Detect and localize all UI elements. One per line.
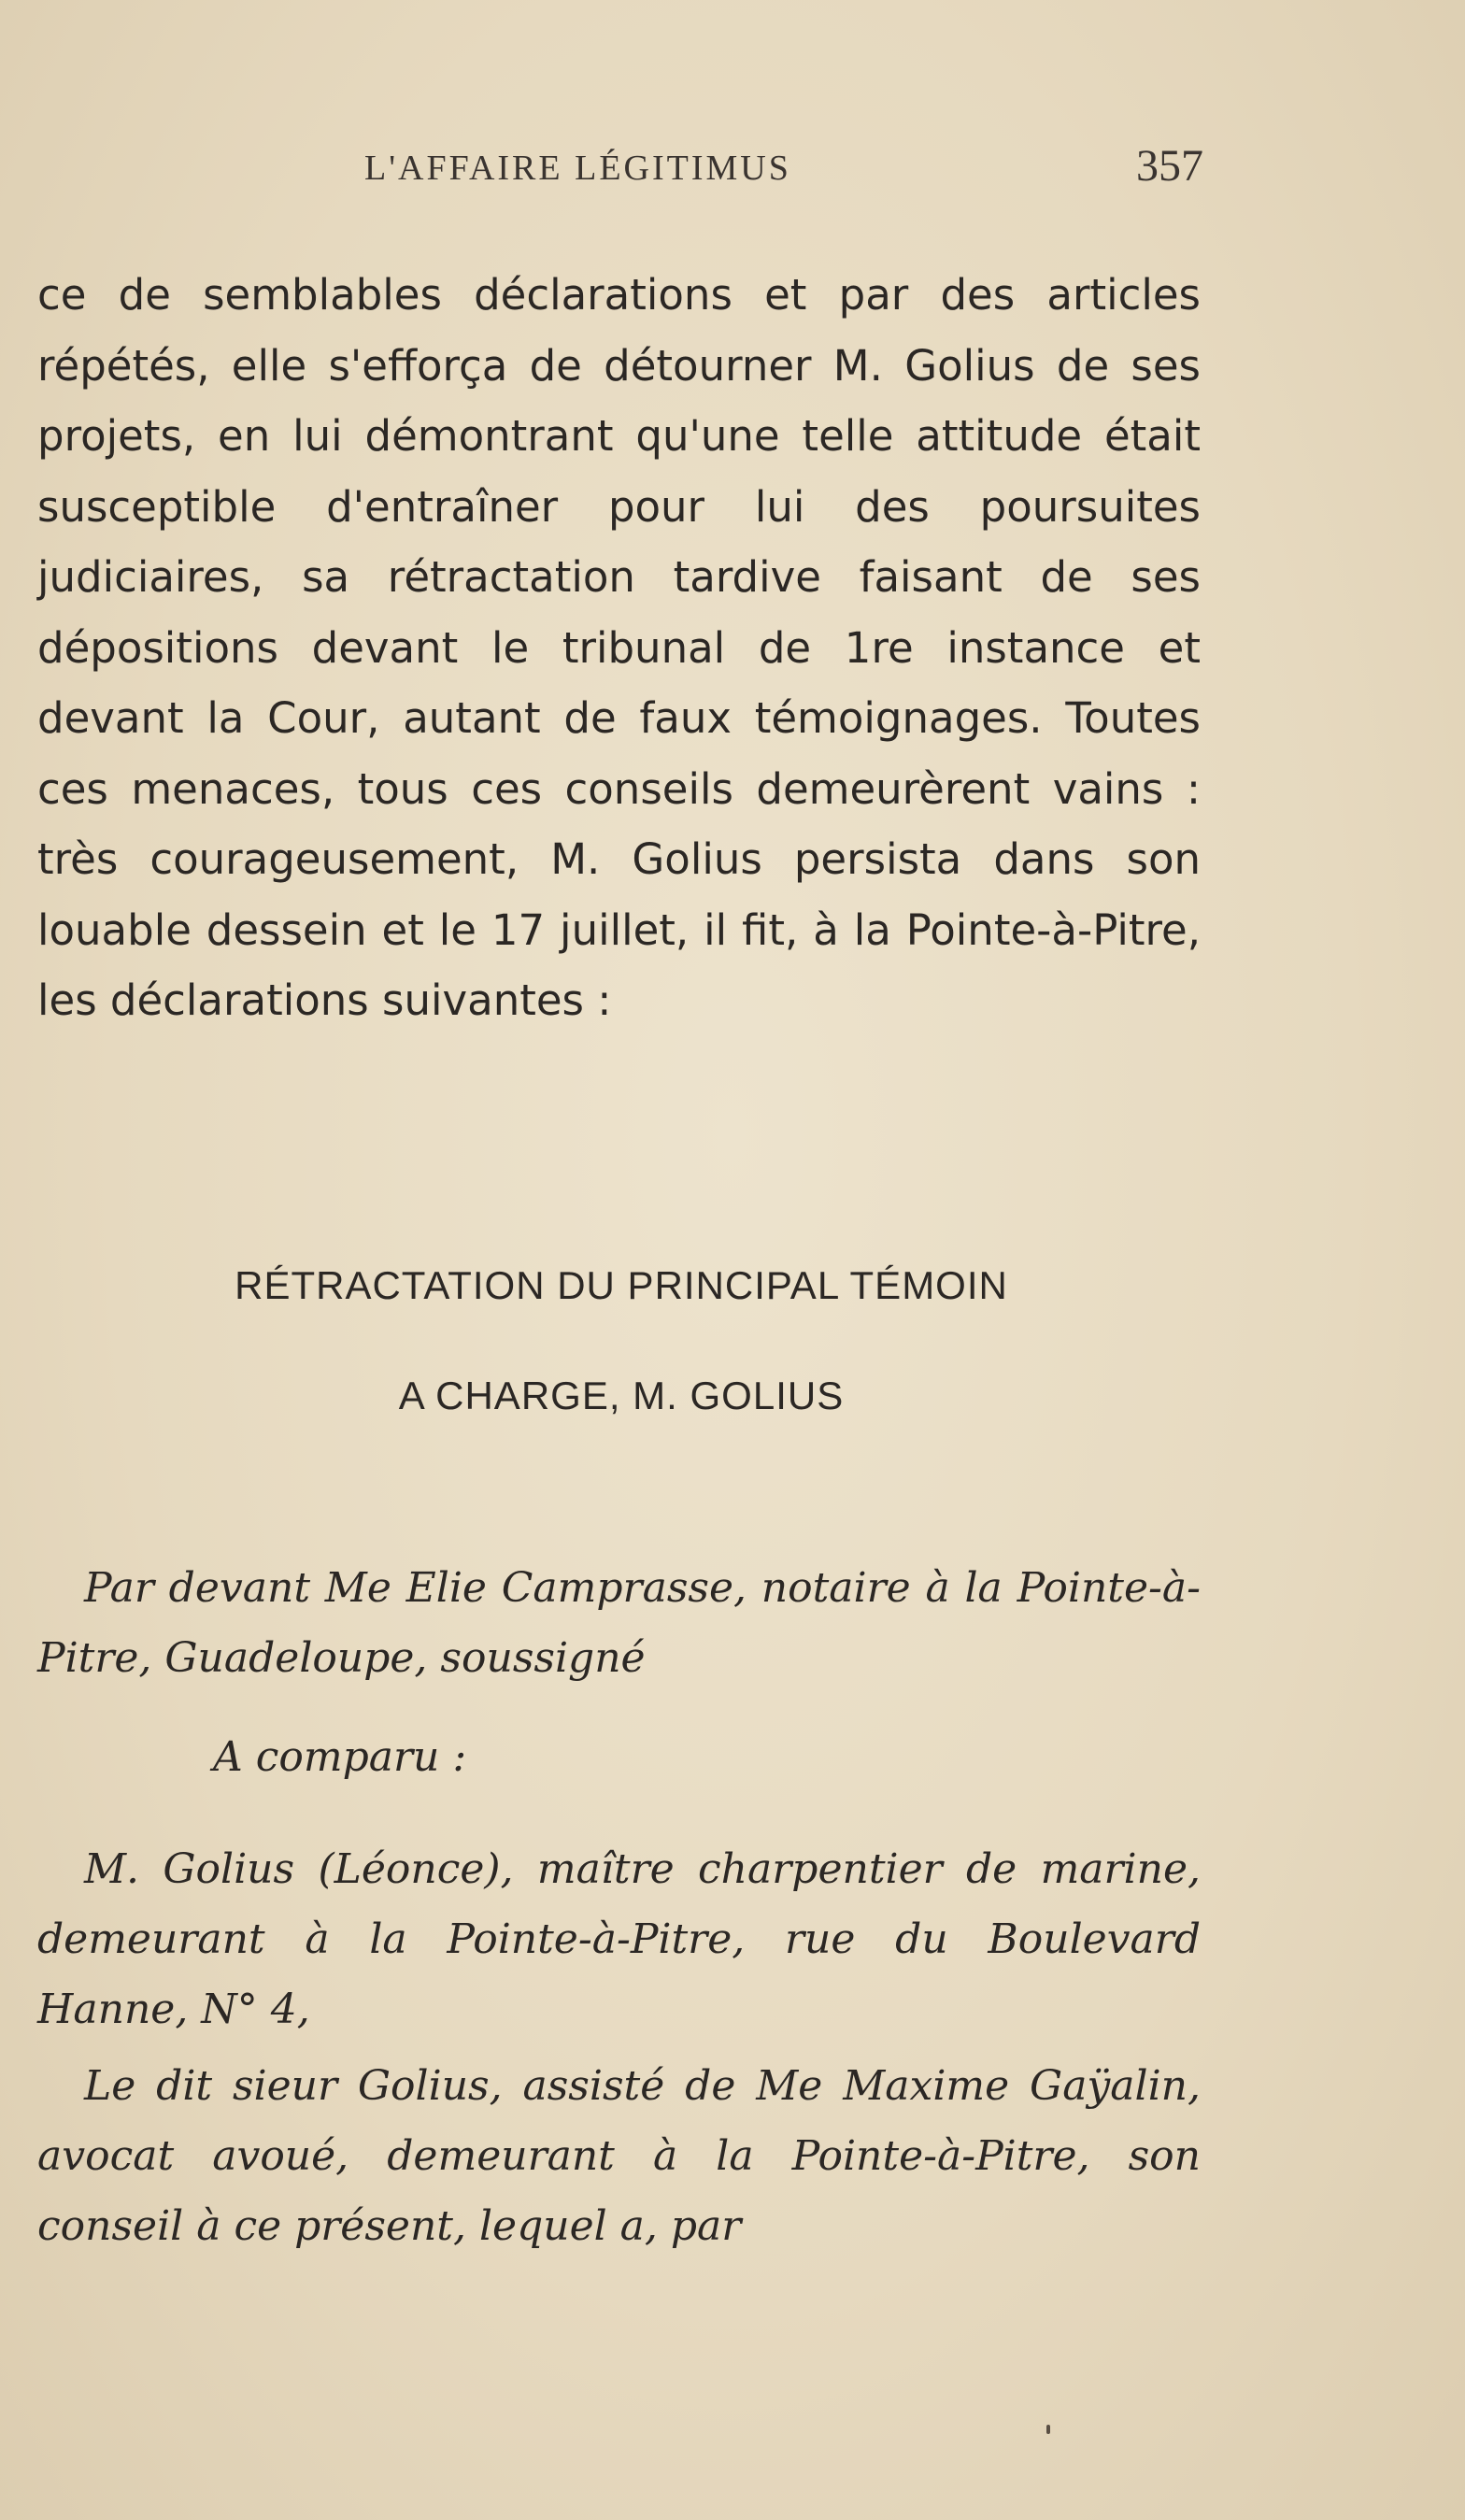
section-heading-line-1: RÉTRACTATION DU PRINCIPAL TÉMOIN	[235, 1263, 1008, 1307]
section-heading-line-2: A CHARGE, M. GOLIUS	[398, 1374, 845, 1417]
assistance-clause: Le dit sieur Golius, assisté de Me Maxime Gaÿalin, avocat avoué, demeurant à la Pointe-à-Pitre, son conseil à ce présent, lequel a, par	[37, 2062, 1201, 2250]
page-header	[0, 140, 1465, 206]
page-number: 357	[1136, 141, 1203, 191]
running-title: L'AFFAIRE LÉGITIMUS	[364, 149, 791, 188]
paper-speck	[1046, 2425, 1050, 2434]
party-clause: M. Golius (Léonce), maître charpentier de marine, demeurant à la Pointe-à-Pitre, rue du Boulevard Hanne, N° 4,	[37, 1845, 1201, 2033]
body-paragraph: ce de semblables déclarations et par des articles répétés, elle s'efforça de détourner M. Golius de ses projets, en lui démontrant qu'une telle attitude était susceptible d'entraîner pour lui des poursuites judiciaires, sa rétractation tardive faisant de ses dépositions devant le tribunal de 1re instance et devant la Cour, autant de faux témoignages. Toutes ces menaces, tous ces conseils demeurèrent vains : très courageusement, M. Golius persista dans son louable dessein et le 17 juillet, il fit, à la Pointe-à-Pitre, les déclarations suivantes :	[37, 270, 1201, 1025]
notary-clause: Par devant Me Elie Camprasse, notaire à la Pointe-à-Pitre, Guadeloupe, soussigné	[37, 1564, 1201, 1682]
comparu-clause: A comparu :	[213, 1733, 467, 1781]
